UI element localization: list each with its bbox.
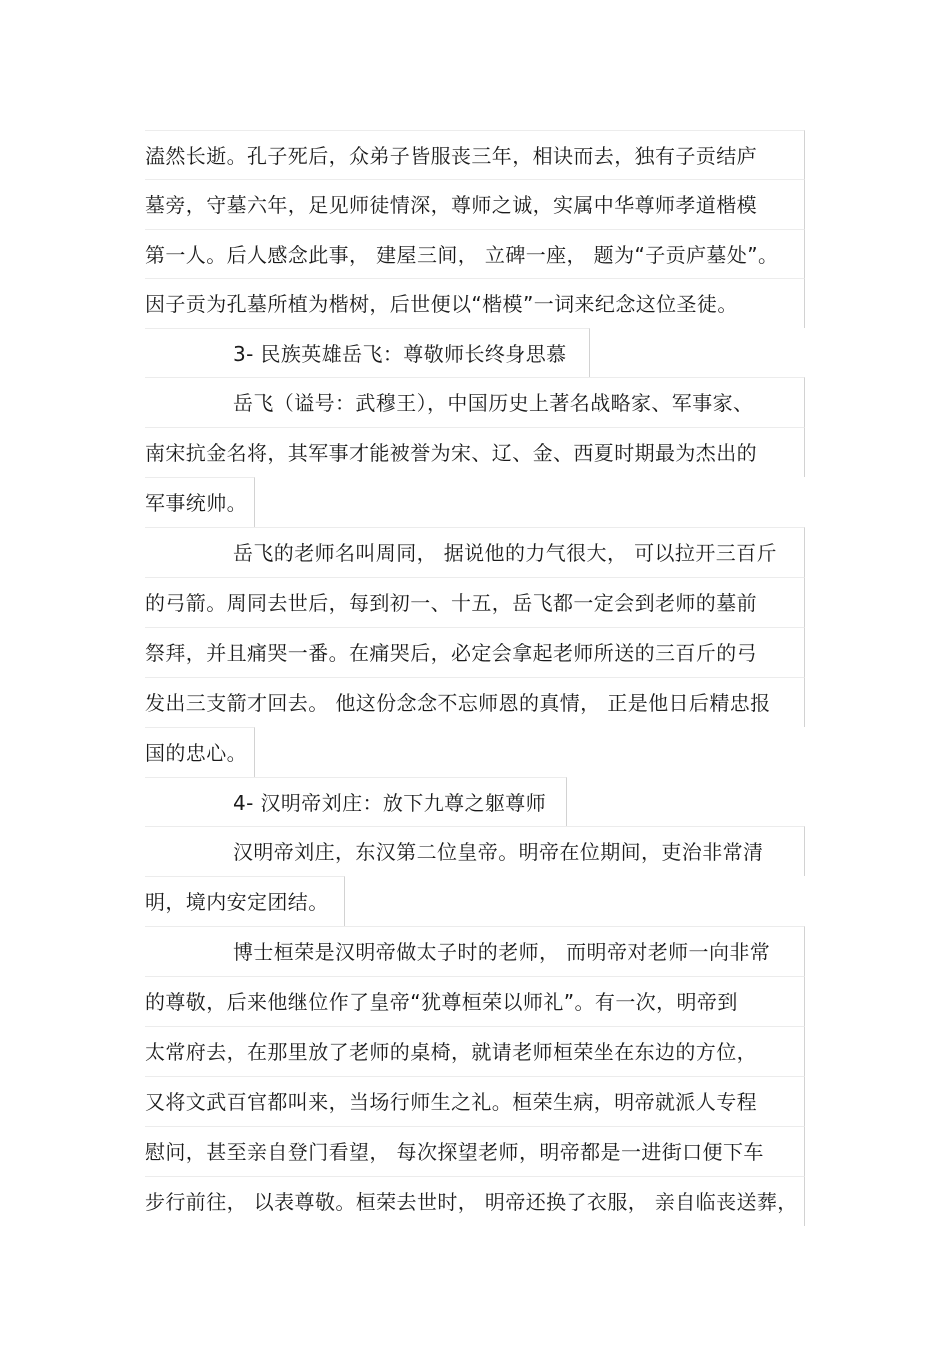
section-heading-3: 3- 民族英雄岳飞：尊敬师长终身思慕 xyxy=(145,328,590,378)
text-line-22: 步行前往， 以表尊敬。桓荣去世时， 明帝还换了衣服， 亲自临丧送葬， xyxy=(145,1176,805,1226)
text-line-4: 因子贡为孔墓所植为楷树，后世便以“楷模”一词来纪念这位圣徒。 xyxy=(145,278,805,328)
text-line-20: 又将文武百官都叫来，当场行师生之礼。桓荣生病，明帝就派人专程 xyxy=(145,1076,805,1126)
text-line-2: 墓旁，守墓六年，足见师徒情深，尊师之诚，实属中华尊师孝道楷模 xyxy=(145,179,805,229)
text-line-3: 第一人。后人感念此事， 建屋三间， 立碑一座， 题为“子贡庐墓处”。 xyxy=(145,229,805,279)
text-line-11: 祭拜，并且痛哭一番。在痛哭后，必定会拿起老师所送的三百斤的弓 xyxy=(145,627,805,677)
text-line-8: 军事统帅。 xyxy=(145,477,255,527)
text-line-15: 汉明帝刘庄，东汉第二位皇帝。明帝在位期间，吏治非常清 xyxy=(145,826,805,876)
text-line-17: 博士桓荣是汉明帝做太子时的老师， 而明帝对老师一向非常 xyxy=(145,926,805,976)
text-line-6: 岳飞（谥号：武穆王），中国历史上著名战略家、军事家、 xyxy=(145,377,805,427)
text-line-7: 南宋抗金名将，其军事才能被誉为宋、辽、金、西夏时期最为杰出的 xyxy=(145,427,805,477)
text-line-1: 溘然长逝。孔子死后，众弟子皆服丧三年，相诀而去，独有子贡结庐 xyxy=(145,130,805,180)
text-line-13: 国的忠心。 xyxy=(145,727,255,777)
text-line-21: 慰问，甚至亲自登门看望， 每次探望老师，明帝都是一进街口便下车 xyxy=(145,1126,805,1176)
text-line-18: 的尊敬，后来他继位作了皇帝“犹尊桓荣以师礼”。有一次，明帝到 xyxy=(145,976,805,1026)
section-heading-4: 4- 汉明帝刘庄：放下九尊之躯尊师 xyxy=(145,777,567,827)
text-line-16: 明，境内安定团结。 xyxy=(145,876,345,926)
text-line-19: 太常府去，在那里放了老师的桌椅，就请老师桓荣坐在东边的方位， xyxy=(145,1026,805,1076)
text-line-12: 发出三支箭才回去。 他这份念念不忘师恩的真情， 正是他日后精忠报 xyxy=(145,677,805,727)
text-line-9: 岳飞的老师名叫周同， 据说他的力气很大， 可以拉开三百斤 xyxy=(145,527,805,577)
text-line-10: 的弓箭。周同去世后，每到初一、十五，岳飞都一定会到老师的墓前 xyxy=(145,577,805,627)
